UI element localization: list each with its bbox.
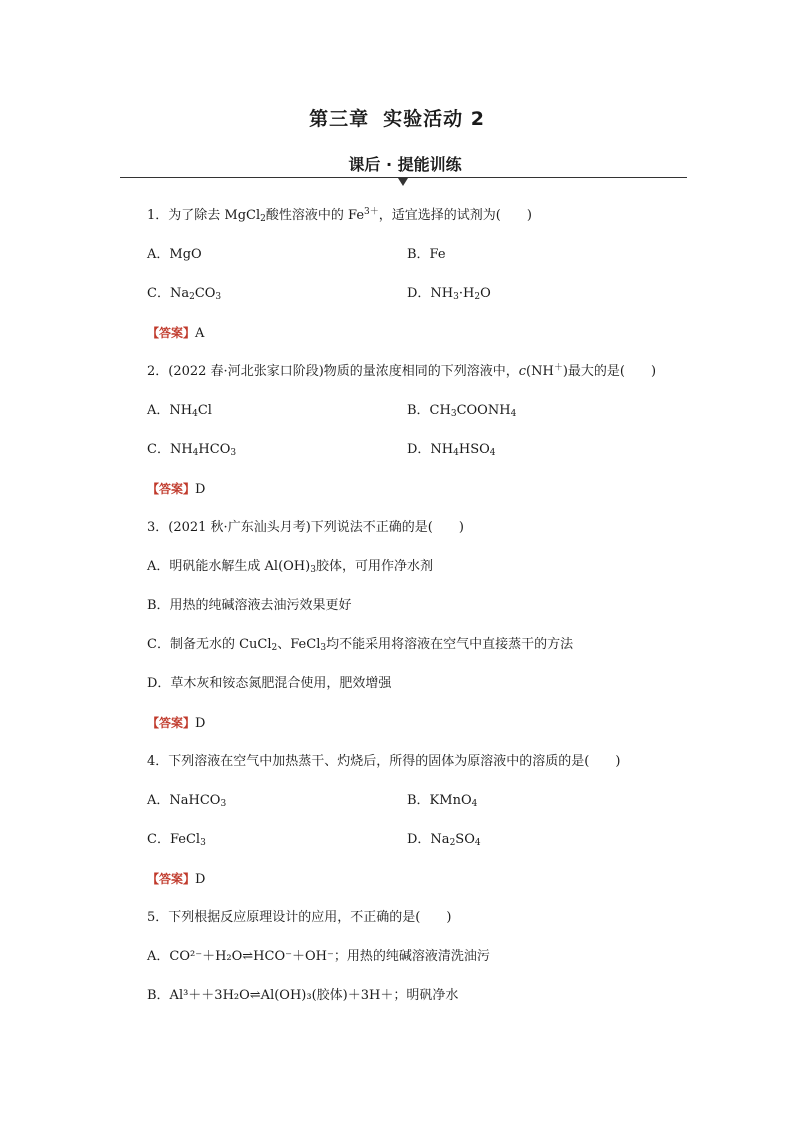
question-4-options-cd	[147, 830, 707, 869]
question-4-stem: 4．下列溶液在空气中加热蒸干、灼烧后，所得的固体为原溶液中的溶质的是( )	[147, 754, 621, 769]
answer-value: D	[195, 872, 206, 887]
option-c: C．$Na_2CO_3$	[147, 286, 222, 302]
answer-tag: 【答案】	[147, 326, 196, 340]
question-2-answer	[147, 479, 707, 518]
question-1-options-ab	[147, 245, 707, 284]
answer-value: A	[195, 326, 205, 341]
option-c: C．FeCl$_3$	[147, 832, 206, 848]
question-list	[147, 206, 707, 1025]
activity-label: 实验活动 2	[383, 108, 485, 130]
question-1-answer	[147, 323, 707, 362]
question-4-options-ab	[147, 791, 707, 830]
divider-triangle-icon	[398, 178, 408, 186]
option-d: D．草木灰和铵态氮肥混合使用，肥效增强	[147, 676, 392, 691]
option-a: A．CO²⁻＋H₂O⇌HCO⁻＋OH⁻；用热的纯碱溶液清洗油污	[147, 949, 490, 964]
option-c: C．$NH_4HCO_3$	[147, 442, 237, 458]
option-d: D．$NH_4HSO_4$	[407, 442, 496, 458]
question-2-stem: 2．(2022 春·河北张家口阶段)物质的量浓度相同的下列溶液中，c(NH＋)最大的是( )	[147, 363, 657, 379]
question-1-options-cd	[147, 284, 707, 323]
answer-tag: 【答案】	[147, 482, 196, 496]
section-subtitle: 课后 · 提能训练	[348, 155, 462, 174]
option-d: D．$NH_3\cdot H_2O$	[407, 286, 491, 302]
option-b: B．用热的纯碱溶液去油污效果更好	[147, 598, 352, 613]
option-a: A．明矾能水解生成 $Al(OH)_3$胶体，可用作净水剂	[147, 559, 433, 575]
option-a: A．NaHCO$_3$	[147, 793, 227, 809]
question-5-stem: 5．下列根据反应原理设计的应用，不正确的是( )	[147, 910, 452, 925]
question-3-stem: 3．(2021 秋·广东汕头月考)下列说法不正确的是( )	[147, 520, 464, 535]
answer-value: D	[195, 716, 206, 731]
option-c: C．制备无水的 CuCl$_2$、FeCl$_3$均不能采用将溶液在空气中直接蒸干的方法	[147, 637, 574, 653]
option-d: D．$Na_2SO_4$	[407, 832, 481, 848]
option-b: B．Fe	[407, 247, 446, 262]
question-1-stem: 1．为了除去 MgCl$_2$酸性溶液中的 $Fe^{3+}$，适宜选择的试剂为( )	[147, 207, 532, 224]
answer-tag: 【答案】	[147, 716, 196, 730]
answer-value: D	[195, 482, 206, 497]
question-2-options-cd	[147, 440, 707, 479]
option-b: B．$CH_3COONH_4$	[407, 403, 517, 419]
question-4-answer	[147, 869, 707, 908]
option-b: B．KMnO$_4$	[407, 793, 478, 809]
question-3-answer	[147, 713, 707, 752]
page-title	[0, 104, 794, 131]
chapter-label: 第三章	[309, 108, 370, 130]
option-b: B．Al³＋＋3H₂O⇌Al(OH)₃(胶体)＋3H＋；明矾净水	[147, 988, 459, 1003]
question-2-options-ab	[147, 401, 707, 440]
option-a: A．MgO	[147, 247, 202, 262]
answer-tag: 【答案】	[147, 872, 196, 886]
option-a: A．$NH_4Cl$	[147, 403, 212, 419]
